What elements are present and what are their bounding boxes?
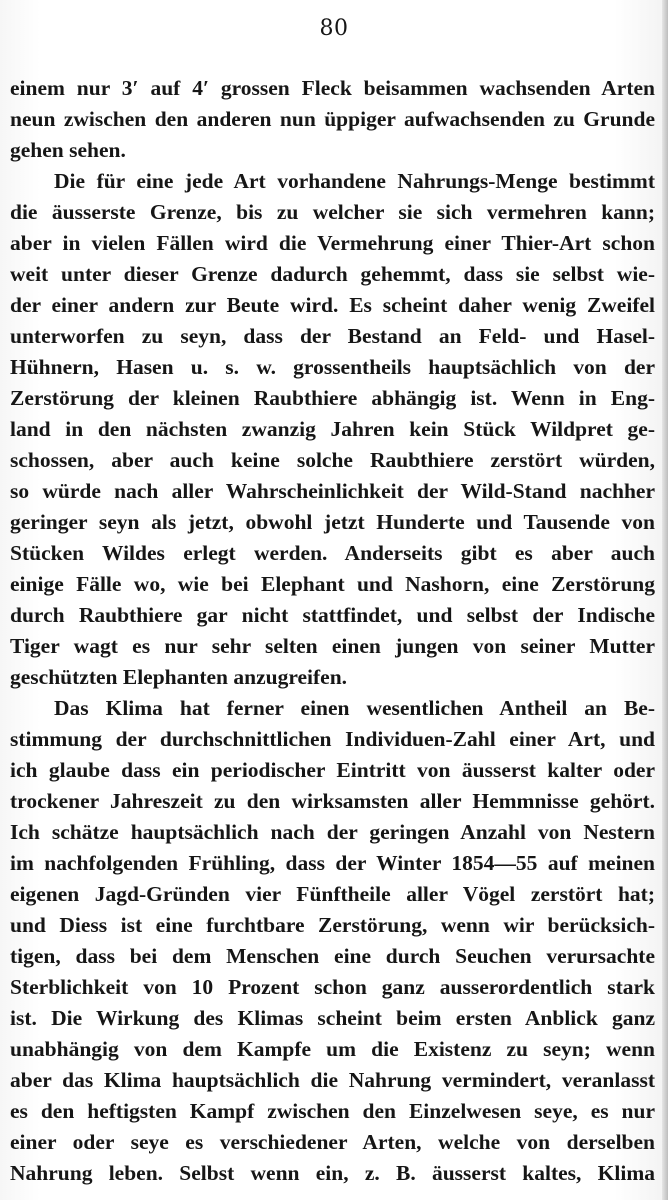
text-line: tigen, dass bei dem Menschen eine durch Seuchen verursachte (10, 944, 655, 968)
text-line: Zerstörung der kleinen Raubthiere abhängig ist. Wenn in Eng- (10, 386, 655, 410)
paragraph-3 (10, 693, 655, 1189)
text-line: der einer andern zur Beute wird. Es scheint daher wenig Zweifel (10, 293, 655, 317)
text-line: weit unter dieser Grenze dadurch gehemmt, dass sie selbst wie- (10, 262, 655, 286)
text-line: einem nur 3′ auf 4′ grossen Fleck beisammen wachsenden Arten (10, 76, 655, 100)
text-line: eigenen Jagd-Gründen vier Fünftheile aller Vögel zerstört hat; (10, 882, 655, 906)
text-line: ist. Die Wirkung des Klimas scheint beim ersten Anblick ganz (10, 1006, 655, 1030)
text-line: durch Raubthiere gar nicht stattfindet, und selbst der Indische (10, 603, 655, 627)
text-line: gehen sehen. (10, 138, 126, 162)
paragraph-2 (10, 166, 655, 693)
body-text (10, 73, 655, 1189)
text-line: land in den nächsten zwanzig Jahren kein Stück Wildpret ge- (10, 417, 655, 441)
text-line: Nahrung leben. Selbst wenn ein, z. B. äusserst kaltes, Klima (10, 1161, 655, 1185)
text-line: im nachfolgenden Frühling, dass der Winter 1854—55 auf meinen (10, 851, 655, 875)
text-line: schossen, aber auch keine solche Raubthiere zerstört würden, (10, 448, 655, 472)
text-line: einige Fälle wo, wie bei Elephant und Nashorn, eine Zerstörung (10, 572, 655, 596)
text-line: Die für eine jede Art vorhandene Nahrungs-Menge bestimmt (54, 169, 655, 193)
text-line: einer oder seye es verschiedener Arten, welche von derselben (10, 1130, 655, 1154)
text-line: Sterblichkeit von 10 Prozent schon ganz ausserordentlich stark (10, 975, 655, 999)
text-line: geringer seyn als jetzt, obwohl jetzt Hunderte und Tausende von (10, 510, 655, 534)
text-line: so würde nach aller Wahrscheinlichkeit der Wild-Stand nachher (10, 479, 655, 503)
text-line: Hühnern, Hasen u. s. w. grossentheils hauptsächlich von der (10, 355, 655, 379)
text-line: es den heftigsten Kampf zwischen den Einzelwesen seye, es nur (10, 1099, 655, 1123)
text-line: Ich schätze hauptsächlich nach der geringen Anzahl von Nestern (10, 820, 655, 844)
text-line: trockener Jahreszeit zu den wirksamsten aller Hemmnisse gehört. (10, 789, 655, 813)
text-line: ich glaube dass ein periodischer Eintritt von äusserst kalter oder (10, 758, 655, 782)
paragraph-1 (10, 73, 655, 166)
text-line: und Diess ist eine furchtbare Zerstörung, wenn wir berücksich- (10, 913, 655, 937)
text-line: unterworfen zu seyn, dass der Bestand an Feld- und Hasel- (10, 324, 655, 348)
text-line: neun zwischen den anderen nun üppiger aufwachsenden zu Grunde (10, 107, 655, 131)
text-line: Das Klima hat ferner einen wesentlichen Antheil an Be- (54, 696, 655, 720)
text-line: die äusserste Grenze, bis zu welcher sie sich vermehren kann; (10, 200, 655, 224)
page-number: 80 (319, 16, 349, 41)
text-line: Tiger wagt es nur sehr selten einen jungen von seiner Mutter (10, 634, 655, 658)
page-edge-shadow (662, 0, 668, 1200)
text-line: Stücken Wildes erlegt werden. Anderseits gibt es aber auch (10, 541, 655, 565)
text-line: geschützten Elephanten anzugreifen. (10, 665, 348, 689)
text-line: aber das Klima hauptsächlich die Nahrung vermindert, veranlasst (10, 1068, 655, 1092)
text-line: unabhängig von dem Kampfe um die Existenz zu seyn; wenn (10, 1037, 655, 1061)
text-line: aber in vielen Fällen wird die Vermehrung einer Thier-Art schon (10, 231, 655, 255)
text-line: stimmung der durchschnittlichen Individuen-Zahl einer Art, und (10, 727, 655, 751)
